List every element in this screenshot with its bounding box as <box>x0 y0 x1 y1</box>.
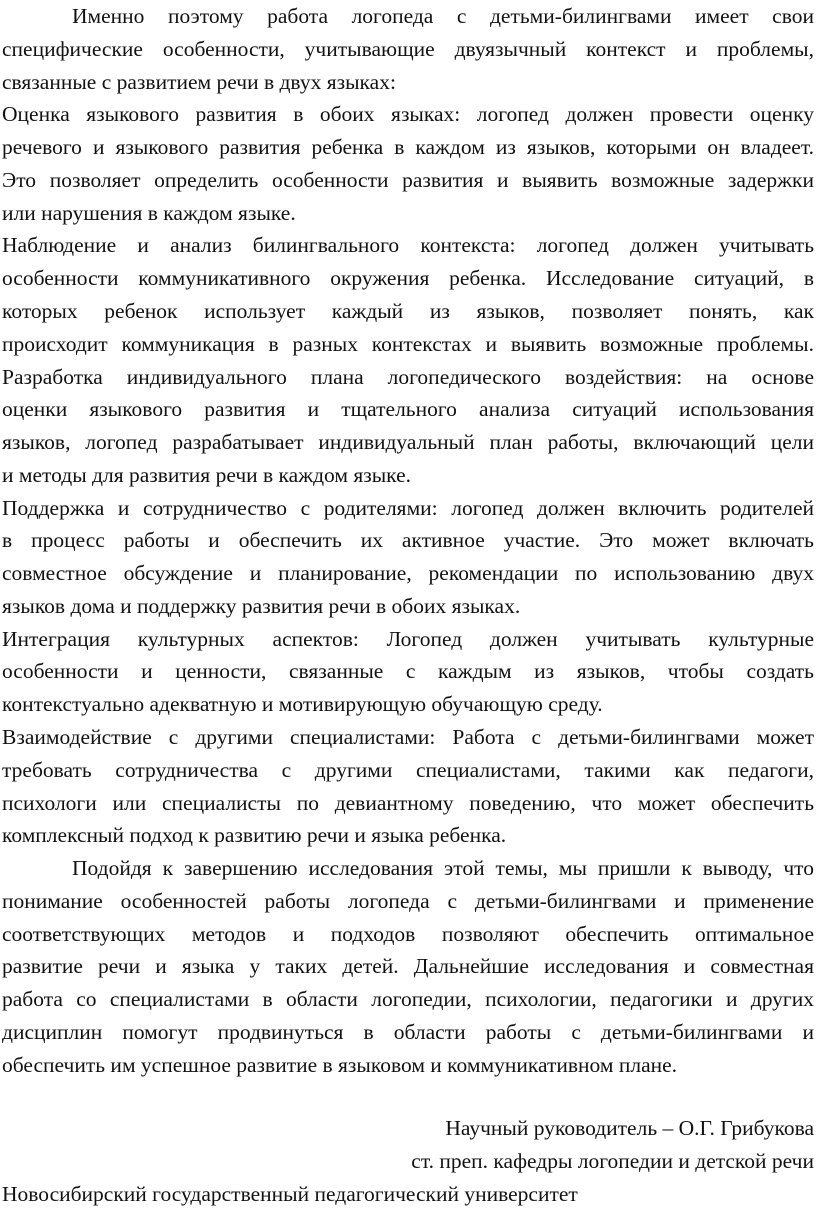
university-name: Новосибирский государственный педагогический университет <box>2 1182 578 1206</box>
text-line: которых ребенок использует каждый из языков, позволяет понять, как <box>2 299 814 323</box>
text-line: языков дома и поддержку развития речи в обоих языках. <box>2 594 521 618</box>
text-line: Поддержка и сотрудничество с родителями: логопед должен включить родителей <box>2 496 814 520</box>
text-line: Именно поэтому работа логопеда с детьми-билингвами имеет свои <box>72 4 814 28</box>
text-line: развитие речи и языка у таких детей. Дальнейшие исследования и совместная <box>2 954 814 978</box>
advisor-signature: Научный руководитель – О.Г. Грибукова <box>445 1116 814 1140</box>
text-line: комплексный подход к развитию речи и языка ребенка. <box>2 823 507 847</box>
text-line: связанные с развитием речи в двух языках: <box>2 70 396 94</box>
text-line: особенности и ценности, связанные с каждым из языков, чтобы создать <box>2 659 814 683</box>
text-line: понимание особенностей работы логопеда с детьми-билингвами и применение <box>2 889 814 913</box>
text-line: требовать сотрудничества с другими специалистами, такими как педагоги, <box>2 758 814 782</box>
text-line: дисциплин помогут продвинуться в области работы с детьми-билингвами и <box>2 1020 814 1044</box>
text-line: специфические особенности, учитывающие двуязычный контекст и проблемы, <box>2 37 814 61</box>
text-line: Это позволяет определить особенности развития и выявить возможные задержки <box>2 168 814 192</box>
text-line: или нарушения в каждом языке. <box>2 201 296 225</box>
text-line: и методы для развития речи в каждом языке. <box>2 463 411 487</box>
text-line: происходит коммуникация в разных контекстах и выявить возможные проблемы. <box>2 332 814 356</box>
text-line: Разработка индивидуального плана логопедического воздействия: на основе <box>2 365 814 389</box>
advisor-position: ст. преп. кафедры логопедии и детской речи <box>411 1149 814 1173</box>
text-line: Наблюдение и анализ билингвального контекста: логопед должен учитывать <box>2 233 814 257</box>
text-line: Интеграция культурных аспектов: Логопед должен учитывать культурные <box>2 627 814 651</box>
text-line: Подойдя к завершению исследования этой темы, мы пришли к выводу, что <box>72 856 814 880</box>
text-line: особенности коммуникативного окружения ребенка. Исследование ситуаций, в <box>2 266 814 290</box>
text-line: Оценка языкового развития в обоих языках: логопед должен провести оценку <box>2 102 814 126</box>
text-line: оценки языкового развития и тщательного анализа ситуаций использования <box>2 397 814 421</box>
text-line: соответствующих методов и подходов позволяют обеспечить оптимальное <box>2 922 814 946</box>
text-line: Взаимодействие с другими специалистами: Работа с детьми-билингвами может <box>2 725 814 749</box>
text-line: работа со специалистами в области логопедии, психологии, педагогики и других <box>2 987 814 1011</box>
text-line: психологи или специалисты по девиантному поведению, что может обеспечить <box>2 791 814 815</box>
text-line: языков, логопед разрабатывает индивидуальный план работы, включающий цели <box>2 430 814 454</box>
text-line: контекстуально адекватную и мотивирующую обучающую среду. <box>2 692 603 716</box>
text-line: в процесс работы и обеспечить их активное участие. Это может включать <box>2 528 814 552</box>
text-line: совместное обсуждение и планирование, рекомендации по использованию двух <box>2 561 814 585</box>
text-line: обеспечить им успешное развитие в языковом и коммуникативном плане. <box>2 1053 678 1077</box>
text-line: речевого и языкового развития ребенка в каждом из языков, которыми он владеет. <box>2 135 814 159</box>
